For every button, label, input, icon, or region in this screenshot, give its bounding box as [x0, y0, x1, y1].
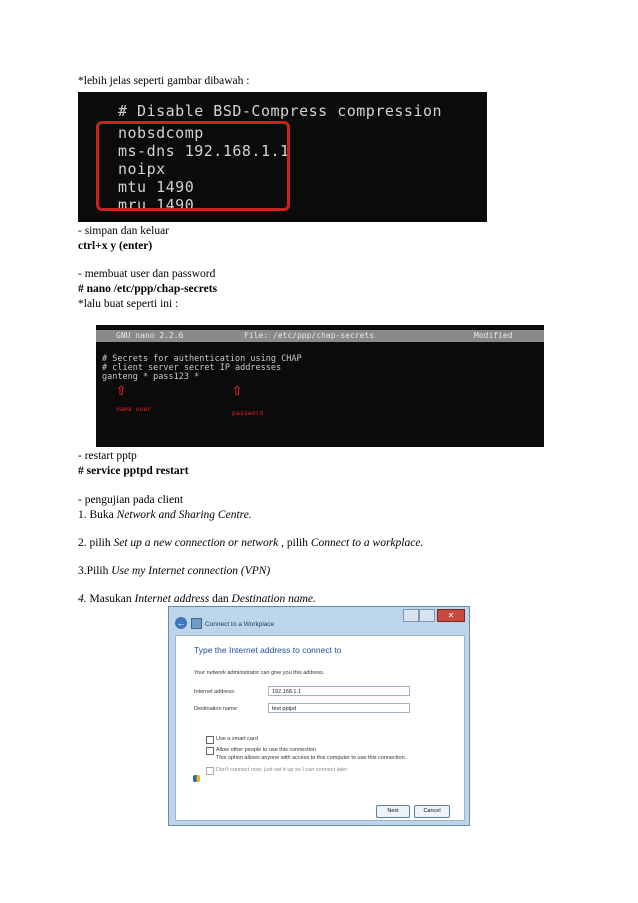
step-3-text: 3.Pilih	[78, 565, 112, 577]
restart-instruction: - restart pptp	[78, 450, 137, 462]
connect-to-workplace-dialog	[168, 606, 470, 826]
nano-version: GNU nano 2.2.6	[116, 331, 184, 340]
smart-card-checkbox[interactable]	[206, 736, 214, 744]
allow-others-checkbox[interactable]	[206, 747, 214, 755]
test-instruction: - pengujian pada client	[78, 494, 184, 506]
step-4	[78, 593, 316, 605]
cancel-button[interactable]: Cancel	[414, 805, 450, 818]
annotation-password: password	[232, 409, 264, 417]
back-arrow-icon[interactable]: ←	[176, 618, 186, 628]
destination-name-input[interactable]: test pptpd	[268, 703, 410, 713]
next-button[interactable]: Next	[376, 805, 410, 818]
step-3-term: Use my Internet connection (VPN)	[111, 565, 271, 577]
save-command: ctrl+x y (enter)	[78, 240, 153, 252]
terminal-screenshot-chap-secrets	[96, 325, 544, 447]
terminal-line: # Disable BSD-Compress compression	[118, 102, 443, 120]
terminal-line: nobsdcomp	[118, 124, 204, 142]
allow-others-description: This option allows anyone with access to this computer to use this connection.	[216, 755, 407, 761]
destination-name-label: Destination name:	[194, 706, 239, 712]
internet-address-label: Internet address:	[194, 689, 236, 695]
connect-later-label: Don't connect now; just set it up so I can connect later	[216, 767, 348, 773]
user-command: # nano /etc/ppp/chap-secrets	[78, 283, 218, 295]
step-4-mid: dan	[209, 593, 232, 605]
minimize-button[interactable]	[403, 609, 419, 622]
smart-card-label: Use a smart card	[216, 736, 258, 742]
arrow-up-icon: ⇧	[116, 380, 127, 400]
uac-shield-icon	[193, 775, 200, 782]
annotation-username: nama user	[116, 405, 152, 413]
step-2-term-a: Set up a new connection or network	[113, 537, 279, 549]
terminal-line: # client server secret IP addresses	[102, 363, 282, 373]
network-icon	[191, 618, 202, 629]
terminal-line: mtu 1490	[118, 178, 195, 196]
step-2-mid: , pilih	[278, 537, 311, 549]
restart-command: # service pptpd restart	[78, 465, 189, 477]
step-2-term-b: Connect to a workplace.	[310, 537, 424, 549]
step-2-text: 2. pilih	[78, 537, 114, 549]
terminal-line: ganteng * pass123 *	[102, 372, 200, 382]
terminal-screenshot-options	[78, 92, 487, 222]
arrow-up-icon: ⇧	[232, 380, 243, 400]
dialog-description: Your network administrator can give you this address.	[194, 670, 325, 676]
step-4-text: Masukan	[89, 593, 135, 605]
nano-modified: Modified	[474, 331, 513, 340]
dialog-panel	[175, 635, 465, 821]
dialog-heading: Type the Internet address to connect to	[194, 645, 342, 655]
highlight-box	[96, 121, 290, 211]
terminal-line: mru 1490	[118, 196, 195, 214]
instruction-line: *lebih jelas seperti gambar dibawah :	[78, 75, 250, 87]
terminal-line: noipx	[118, 160, 166, 178]
connect-later-checkbox[interactable]	[206, 767, 214, 775]
step-1-term: Network and Sharing Centre.	[116, 509, 252, 521]
terminal-line: ms-dns 192.168.1.1	[118, 142, 290, 160]
dialog-title: Connect to a Workplace	[205, 621, 275, 628]
step-4-term-b: Destination name.	[231, 593, 316, 605]
nano-file: File: /etc/ppp/chap-secrets	[244, 331, 375, 340]
user-instruction: - membuat user dan password	[78, 268, 216, 280]
step-1-text: 1. Buka	[78, 509, 117, 521]
step-1	[78, 509, 252, 521]
internet-address-input[interactable]: 192.168.1.1	[268, 686, 410, 696]
step-4-term-a: Internet address	[134, 593, 210, 605]
step-2	[78, 537, 423, 549]
user-then-instruction: *lalu buat seperti ini :	[78, 298, 179, 310]
allow-others-label: Allow other people to use this connection	[216, 747, 316, 753]
step-3	[78, 565, 270, 577]
terminal-line: # Secrets for authentication using CHAP	[102, 354, 302, 364]
maximize-button[interactable]	[419, 609, 435, 622]
close-button[interactable]: ✕	[437, 609, 465, 622]
save-instruction: - simpan dan keluar	[78, 225, 170, 237]
step-4-number: 4.	[78, 593, 90, 605]
